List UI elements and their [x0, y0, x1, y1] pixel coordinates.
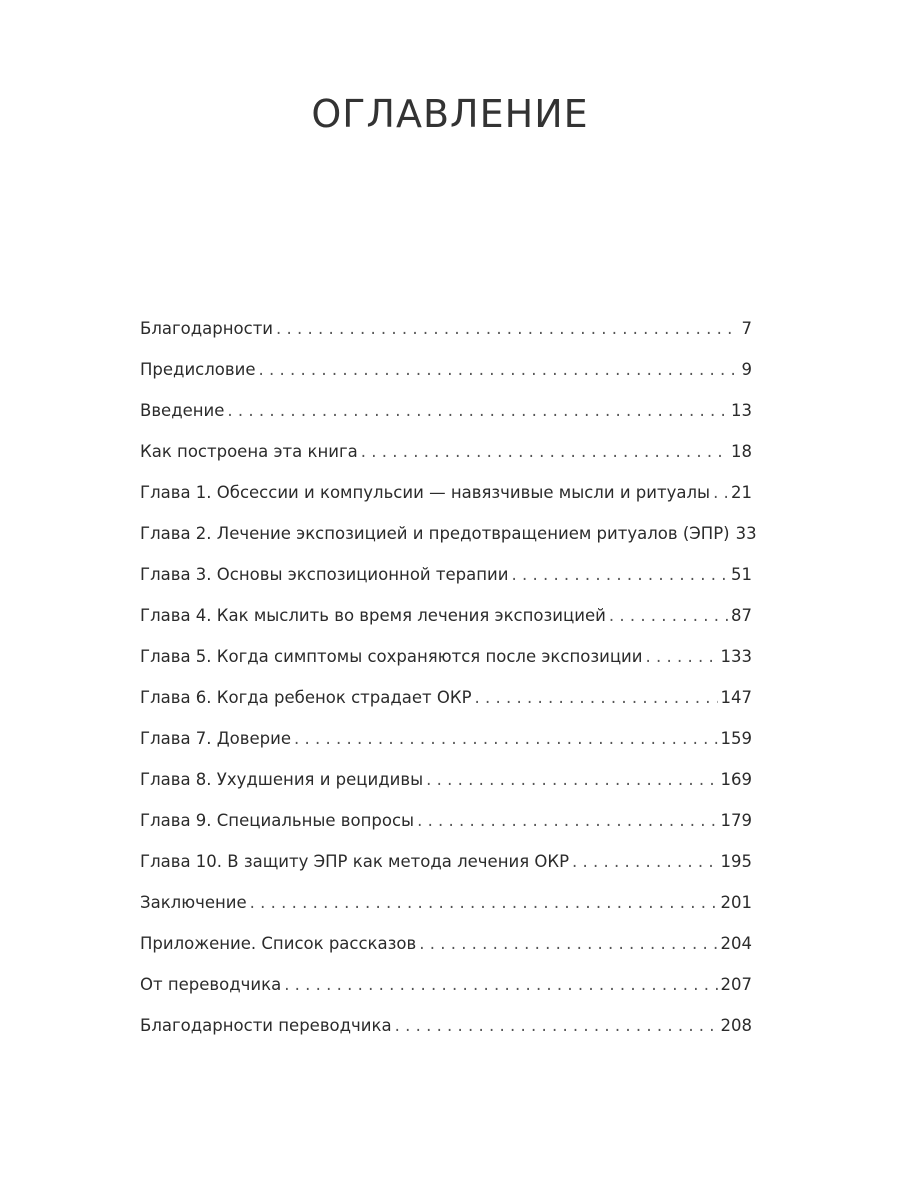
toc-entry [140, 482, 752, 523]
dot-leader [713, 482, 728, 504]
toc-entry-page: 179 [720, 811, 752, 830]
toc-entry [140, 810, 752, 851]
page-title: ОГЛАВЛЕНИЕ [311, 92, 589, 136]
dot-leader [646, 646, 718, 668]
toc-entry [140, 318, 752, 359]
toc-entry-title: Глава 6. Когда ребенок страдает ОКР [140, 688, 472, 707]
toc-entry-title: Глава 7. Доверие [140, 729, 291, 748]
toc-entry [140, 1015, 752, 1056]
toc-entry-title: Предисловие [140, 360, 256, 379]
toc-entry-page: 207 [720, 975, 752, 994]
toc-entry-title: От переводчика [140, 975, 282, 994]
toc-entry-title: Благодарности [140, 319, 274, 338]
toc-entry-title: Глава 1. Обсессии и компульсии — навязчивые мысли и ритуалы [140, 483, 711, 502]
dot-leader [511, 564, 728, 586]
toc-entry-page: 9 [741, 360, 752, 379]
toc-entry [140, 523, 757, 564]
toc-entry [140, 605, 752, 646]
toc-entry-page: 133 [720, 647, 752, 666]
toc-entry-title: Глава 8. Ухудшения и рецидивы [140, 770, 424, 789]
dot-leader [250, 892, 718, 914]
dot-leader [294, 728, 718, 750]
toc-entry-title: Заключение [140, 893, 247, 912]
toc-entry-page: 195 [720, 852, 752, 871]
toc-entry [140, 769, 752, 810]
toc-entry-page: 21 [731, 483, 752, 502]
toc-entry-title: Приложение. Список рассказов [140, 934, 417, 953]
toc-entry [140, 359, 752, 400]
toc-entry [140, 892, 752, 933]
dot-leader [417, 810, 717, 832]
toc-entry-title: Введение [140, 401, 225, 420]
toc-entry-title: Глава 5. Когда симптомы сохраняются после экспозиции [140, 647, 643, 666]
toc-entry-page: 208 [720, 1016, 752, 1035]
dot-leader [426, 769, 717, 791]
dot-leader [572, 851, 717, 873]
toc-entry-title: Глава 3. Основы экспозиционной терапии [140, 565, 509, 584]
table-of-contents [140, 318, 757, 1056]
toc-entry-page: 147 [720, 688, 752, 707]
dot-leader [227, 400, 728, 422]
dot-leader [258, 359, 738, 381]
toc-entry [140, 687, 752, 728]
toc-entry [140, 974, 752, 1015]
toc-entry-title: Как построена эта книга [140, 442, 358, 461]
toc-entry-page: 159 [720, 729, 752, 748]
dot-leader [395, 1015, 718, 1037]
toc-entry [140, 851, 752, 892]
toc-entry-title: Глава 4. Как мыслить во время лечения экспозицией [140, 606, 606, 625]
toc-entry [140, 933, 752, 974]
toc-entry [140, 441, 752, 482]
toc-entry-page: 169 [720, 770, 752, 789]
toc-entry-page: 201 [720, 893, 752, 912]
dot-leader [284, 974, 717, 996]
toc-entry [140, 564, 752, 605]
toc-entry [140, 400, 752, 441]
toc-entry-title: Глава 2. Лечение экспозицией и предотвращением ритуалов (ЭПР) [140, 524, 730, 543]
toc-entry-page: 13 [731, 401, 752, 420]
toc-entry-title: Благодарности переводчика [140, 1016, 392, 1035]
toc-entry-page: 204 [720, 934, 752, 953]
toc-entry-page: 7 [741, 319, 752, 338]
dot-leader [276, 318, 738, 340]
dot-leader [609, 605, 728, 627]
toc-entry-page: 18 [731, 442, 752, 461]
dot-leader [419, 933, 717, 955]
toc-entry [140, 646, 752, 687]
toc-entry-page: 51 [731, 565, 752, 584]
dot-leader [361, 441, 728, 463]
toc-entry-title: Глава 10. В защиту ЭПР как метода лечения ОКР [140, 852, 570, 871]
dot-leader [475, 687, 718, 709]
toc-entry-title: Глава 9. Специальные вопросы [140, 811, 415, 830]
toc-entry-page: 33 [735, 524, 757, 543]
toc-entry [140, 728, 752, 769]
toc-entry-page: 87 [731, 606, 752, 625]
